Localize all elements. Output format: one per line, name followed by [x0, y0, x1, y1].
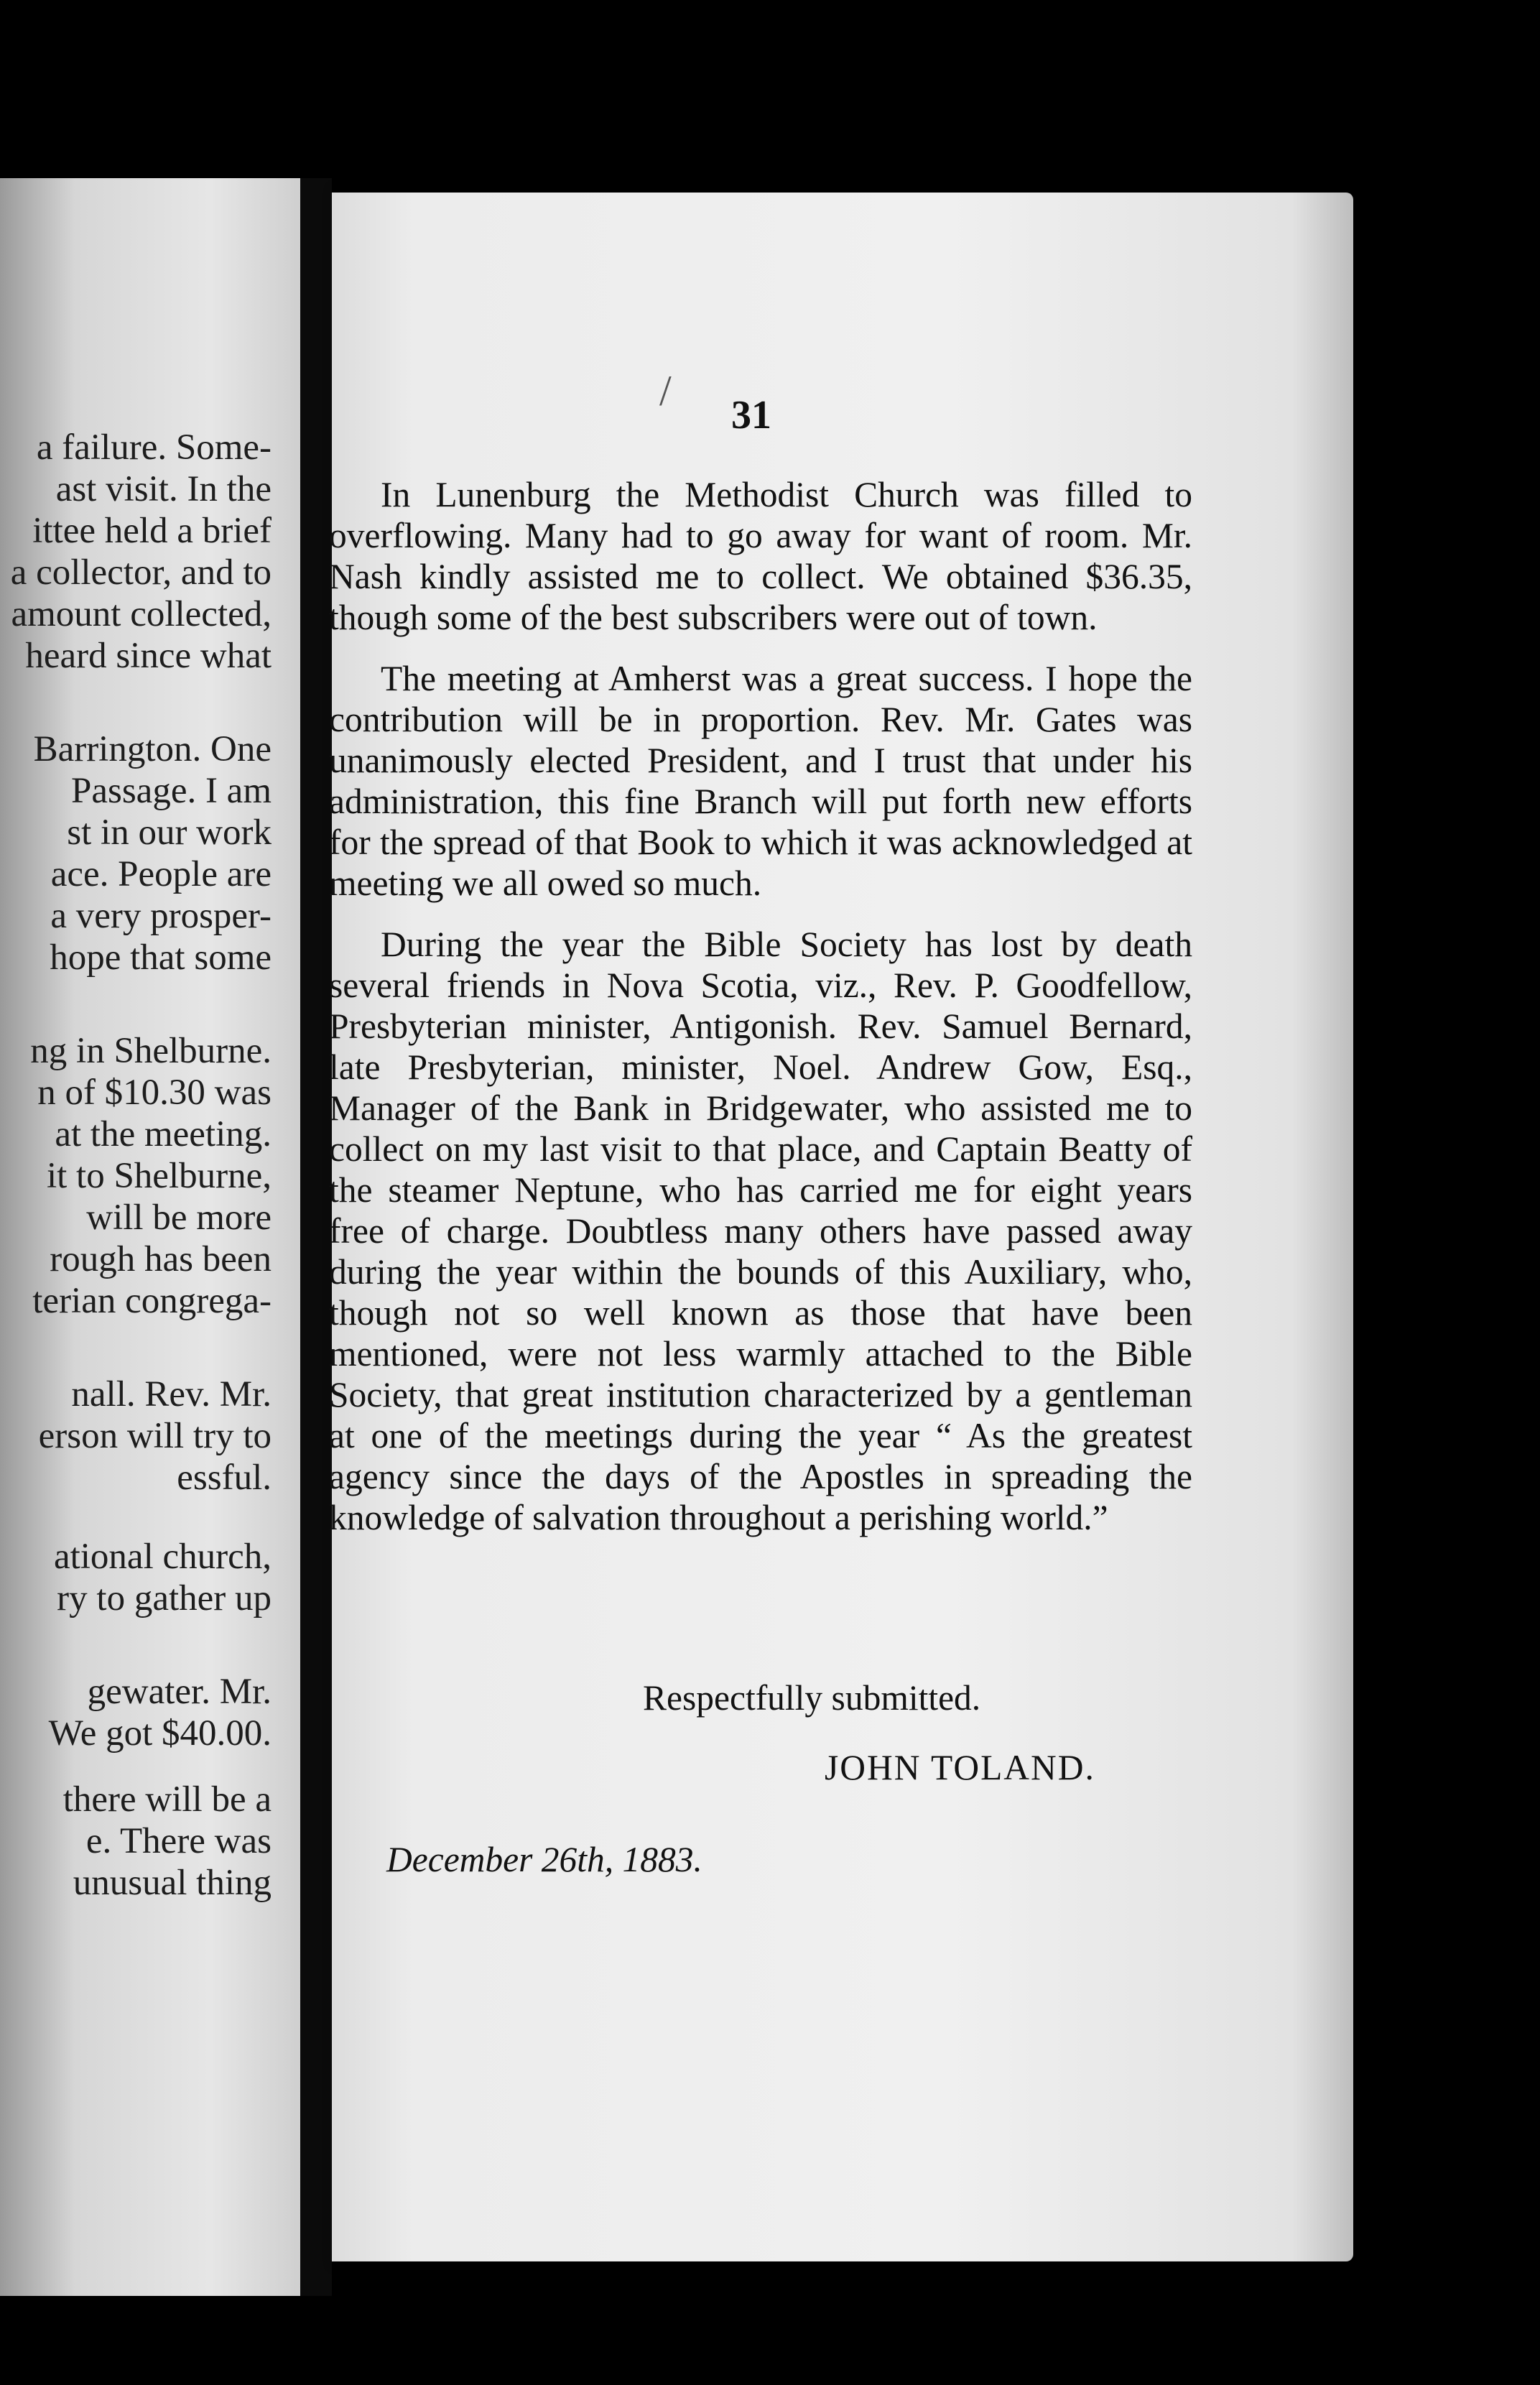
left-page	[0, 178, 300, 2296]
left-line: there will be a	[62, 1779, 272, 1820]
report-body	[329, 474, 1192, 1558]
left-line: amount collected,	[11, 594, 272, 634]
left-line: e. There was	[85, 1821, 272, 1861]
left-line: ast visit. In the	[55, 469, 272, 509]
left-line: Barrington. One	[33, 729, 272, 769]
left-line: Passage. I am	[70, 771, 272, 811]
left-line: st in our work	[67, 812, 272, 853]
left-line: terian congrega-	[32, 1281, 272, 1321]
book-gutter	[300, 178, 332, 2296]
left-line: nall. Rev. Mr.	[71, 1374, 272, 1414]
left-line: ational church,	[53, 1537, 272, 1577]
left-line: hope that some	[50, 937, 272, 978]
left-line: unusual thing	[73, 1863, 272, 1903]
left-line: rough has been	[50, 1239, 272, 1279]
report-date: December 26th, 1883.	[386, 1840, 702, 1879]
left-line: a collector, and to	[10, 552, 272, 593]
left-line: n of $10.30 was	[37, 1073, 272, 1113]
left-line: ng in Shelburne.	[30, 1031, 272, 1071]
paragraph-lunenburg: In Lunenburg the Methodist Church was filled to overflowing. Many had to go away for want of room. Mr. Nash kindly assisted me to collect. We obtained $36.35, though some of the best subscribers were out of town.	[329, 475, 1192, 637]
left-line: We got $40.00.	[48, 1713, 272, 1754]
left-line: it to Shelburne,	[46, 1156, 272, 1196]
page-number: 31	[731, 393, 771, 437]
left-line: erson will try to	[38, 1416, 272, 1456]
left-line: ry to gather up	[57, 1578, 272, 1618]
signature: JOHN TOLAND.	[825, 1748, 1095, 1787]
left-line: ittee held a brief	[32, 511, 272, 551]
paragraph-amherst: The meeting at Amherst was a great success. I hope the contribution will be in proportion. Rev. Mr. Gates was unanimously elected President, and I trust that under his administration, this fine Branch will put forth new efforts for the spread of that Book to which it was acknowledged at meeting we all owed so much.	[329, 659, 1192, 903]
left-line: essful.	[177, 1458, 272, 1498]
left-line: at the meeting.	[55, 1114, 272, 1154]
pencil-mark-icon: /	[659, 367, 672, 415]
left-line: a failure. Some-	[36, 427, 272, 468]
closing-line: Respectfully submitted.	[643, 1678, 981, 1718]
left-line: will be more	[86, 1198, 272, 1238]
left-line: gewater. Mr.	[87, 1672, 272, 1712]
paragraph-obituaries: During the year the Bible Society has lost by death several friends in Nova Scotia, viz., Rev. P. Goodfellow, Presbyterian minister, Antigonish. Rev. Samuel Bernard, late Presbyterian, minister, Noel. Andrew Gow, Esq., Manager of the Bank in Bridgewater, who assisted me to collect on my last visit to that place, and Captain Beatty of the steamer Neptune, who has carried me for eight years free of charge. Doubtless many others have passed away during the year within the bounds of this Auxiliary, who, though not so well known as those that have been mentioned, were not less warmly attached to the Bible Society, that great institution characterized by a gentleman at one of the meetings during the year “ As the greatest agency since the days of the Apostles in spreading the knowledge of salvation throughout a perishing world.”	[329, 925, 1192, 1537]
left-line: ace. People are	[50, 854, 272, 894]
left-line: a very prosper-	[50, 896, 272, 936]
left-line: heard since what	[25, 636, 272, 676]
